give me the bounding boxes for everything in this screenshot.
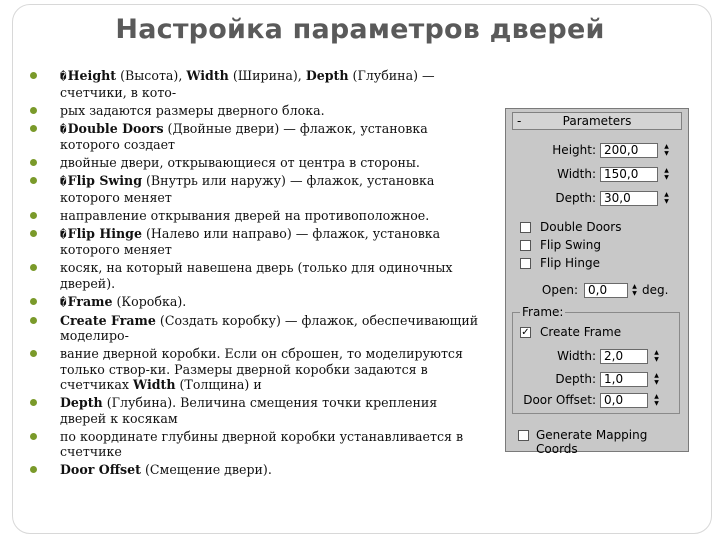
flip-hinge-checkbox[interactable]: [520, 258, 531, 269]
glyph-mark: �: [60, 175, 67, 188]
bullet-dot-icon: [30, 317, 37, 324]
bullet-dot-icon: [30, 230, 37, 237]
bold-term: Width: [133, 377, 176, 392]
spin-down-icon[interactable]: ▼: [654, 379, 659, 386]
door-offset-label: Door Offset:: [523, 393, 596, 407]
width-input[interactable]: 150,0: [600, 167, 658, 182]
frame-width-input[interactable]: 2,0: [600, 349, 648, 364]
bullet-list: [26, 68, 486, 480]
rollout-title: Parameters: [562, 114, 632, 128]
depth-input[interactable]: 30,0: [600, 191, 658, 206]
spin-down-icon[interactable]: ▼: [664, 150, 669, 157]
parameters-rollout: [505, 108, 689, 456]
bullet-dot-icon: [30, 72, 37, 79]
bullet-dot-icon: [30, 350, 37, 357]
flip-hinge-label: Flip Hinge: [540, 256, 600, 270]
bullet-dot-icon: [30, 298, 37, 305]
bullet-item: [26, 103, 486, 119]
collapse-icon[interactable]: -: [517, 114, 522, 128]
spin-up-icon[interactable]: ▲: [654, 349, 659, 356]
frame-depth-spinner[interactable]: [652, 372, 661, 387]
bullet-item: [26, 429, 486, 460]
bullet-item: [26, 68, 486, 100]
open-input[interactable]: 0,0: [584, 283, 628, 298]
spin-up-icon[interactable]: ▲: [654, 372, 659, 379]
bullet-text: косяк, на который навешена дверь (только для одиночных дверей).: [60, 260, 453, 291]
glyph-mark: �: [60, 122, 67, 136]
page-title: Настройка параметров дверей: [115, 14, 605, 45]
generate-mapping-label: Generate Mapping Coords: [536, 428, 648, 456]
width-spinner[interactable]: [662, 167, 671, 182]
double-doors-label: Double Doors: [540, 220, 622, 234]
depth-label: Depth:: [555, 191, 596, 205]
spin-down-icon[interactable]: ▼: [654, 356, 659, 363]
bullet-dot-icon: [30, 264, 37, 271]
depth-spinner[interactable]: [662, 191, 671, 206]
bullet-dot-icon: [30, 159, 37, 166]
spin-down-icon[interactable]: ▼: [664, 174, 669, 181]
bullet-text: (Толщина) и: [175, 377, 262, 392]
create-frame-label: Create Frame: [540, 325, 622, 339]
bullet-text: (Налево или направо) — флажок, установка которого меняет: [60, 225, 441, 257]
bold-term: Height: [67, 68, 117, 83]
frame-width-spinner[interactable]: [652, 349, 661, 364]
spin-up-icon[interactable]: ▲: [654, 393, 659, 400]
rollout-header[interactable]: [512, 112, 682, 130]
frame-depth-label: Depth:: [555, 372, 596, 386]
door-offset-spinner[interactable]: [652, 393, 661, 408]
height-input[interactable]: 200,0: [600, 143, 658, 158]
bullet-item: [26, 313, 486, 344]
flip-swing-checkbox[interactable]: [520, 240, 531, 251]
bullet-text: (Двойные двери) — флажок, установка которого создает: [60, 120, 428, 152]
bullet-text: (Глубина). Величина смещения точки крепления дверей к косякам: [60, 395, 438, 426]
frame-group-title: Frame:: [522, 305, 564, 319]
width-label: Width:: [557, 167, 596, 181]
bullet-text: (Коробка).: [112, 293, 187, 309]
generate-mapping-checkbox[interactable]: [518, 430, 529, 441]
check-mark-icon: ✓: [521, 327, 530, 338]
bullet-text: рых задаются размеры дверного блока.: [60, 102, 325, 118]
spin-down-icon[interactable]: ▼: [654, 400, 659, 407]
bold-term: Depth: [305, 68, 349, 83]
bullet-dot-icon: [30, 399, 37, 406]
bold-term: Depth: [60, 395, 103, 410]
door-offset-input[interactable]: 0,0: [600, 393, 648, 408]
bullet-dot-icon: [30, 212, 37, 219]
bullet-item: [26, 121, 486, 153]
bullet-dot-icon: [30, 107, 37, 114]
bullet-text: двойные двери, открывающиеся от центра в стороны.: [60, 155, 420, 170]
flip-swing-label: Flip Swing: [540, 238, 601, 252]
bold-term: Double Doors: [67, 120, 164, 136]
bold-term: Create Frame: [60, 312, 156, 328]
spin-up-icon[interactable]: ▲: [632, 283, 637, 290]
open-unit: deg.: [642, 283, 669, 297]
bullet-item: [26, 155, 486, 171]
bullet-text: вание дверной коробки. Если он сброшен, то моделируются только створ-ки. Размеры дверной коробки задаются в счетчиках: [60, 346, 463, 392]
double-doors-checkbox[interactable]: [520, 222, 531, 233]
spin-up-icon[interactable]: ▲: [664, 191, 669, 198]
bullet-text: направление открывания дверей на противоположное.: [60, 207, 430, 223]
bullet-item: [26, 208, 486, 224]
bullet-dot-icon: [30, 433, 37, 440]
spin-down-icon[interactable]: ▼: [664, 198, 669, 205]
bullet-item: [26, 395, 486, 426]
spin-up-icon[interactable]: ▲: [664, 167, 669, 174]
height-label: Height:: [552, 143, 596, 157]
glyph-mark: �: [60, 295, 67, 309]
bullet-dot-icon: [30, 125, 37, 132]
bullet-text: (Смещение двери).: [140, 462, 272, 477]
open-spinner[interactable]: [630, 283, 639, 298]
bullet-item: [26, 260, 486, 291]
glyph-mark: �: [60, 227, 67, 241]
frame-width-label: Width:: [557, 349, 596, 363]
height-spinner[interactable]: [662, 143, 671, 158]
create-frame-checkbox[interactable]: [520, 327, 531, 338]
bold-term: Flip Hinge: [67, 225, 142, 241]
spin-down-icon[interactable]: ▼: [632, 290, 637, 297]
bullet-item: [26, 294, 486, 311]
frame-depth-input[interactable]: 1,0: [600, 372, 648, 387]
bullet-text: по координате глубины дверной коробки устанавливается в счетчике: [60, 428, 464, 459]
bullet-dot-icon: [30, 466, 37, 473]
bullet-text: (Глубина) — счетчики, в кото-: [60, 68, 435, 100]
bullet-text: (Ширина),: [228, 68, 306, 83]
bullet-text: (Внутрь или наружу) — флажок, установка которого меняет: [60, 173, 435, 205]
bullet-text: (Создать коробку) — флажок, обеспечивающий моделиро-: [60, 312, 479, 343]
bullet-dot-icon: [30, 177, 37, 184]
bullet-item: [26, 173, 486, 205]
spin-up-icon[interactable]: ▲: [664, 143, 669, 150]
open-label: Open:: [541, 283, 578, 297]
bullet-text: (Высота),: [116, 68, 187, 83]
bullet-item: [26, 226, 486, 258]
bold-term: Frame: [67, 293, 113, 309]
bold-term: Width: [186, 68, 229, 83]
bold-term: Flip Swing: [67, 173, 143, 188]
bold-term: Door Offset: [60, 462, 141, 477]
bullet-item: [26, 462, 486, 478]
bullet-item: [26, 346, 486, 393]
glyph-mark: �: [60, 70, 67, 83]
